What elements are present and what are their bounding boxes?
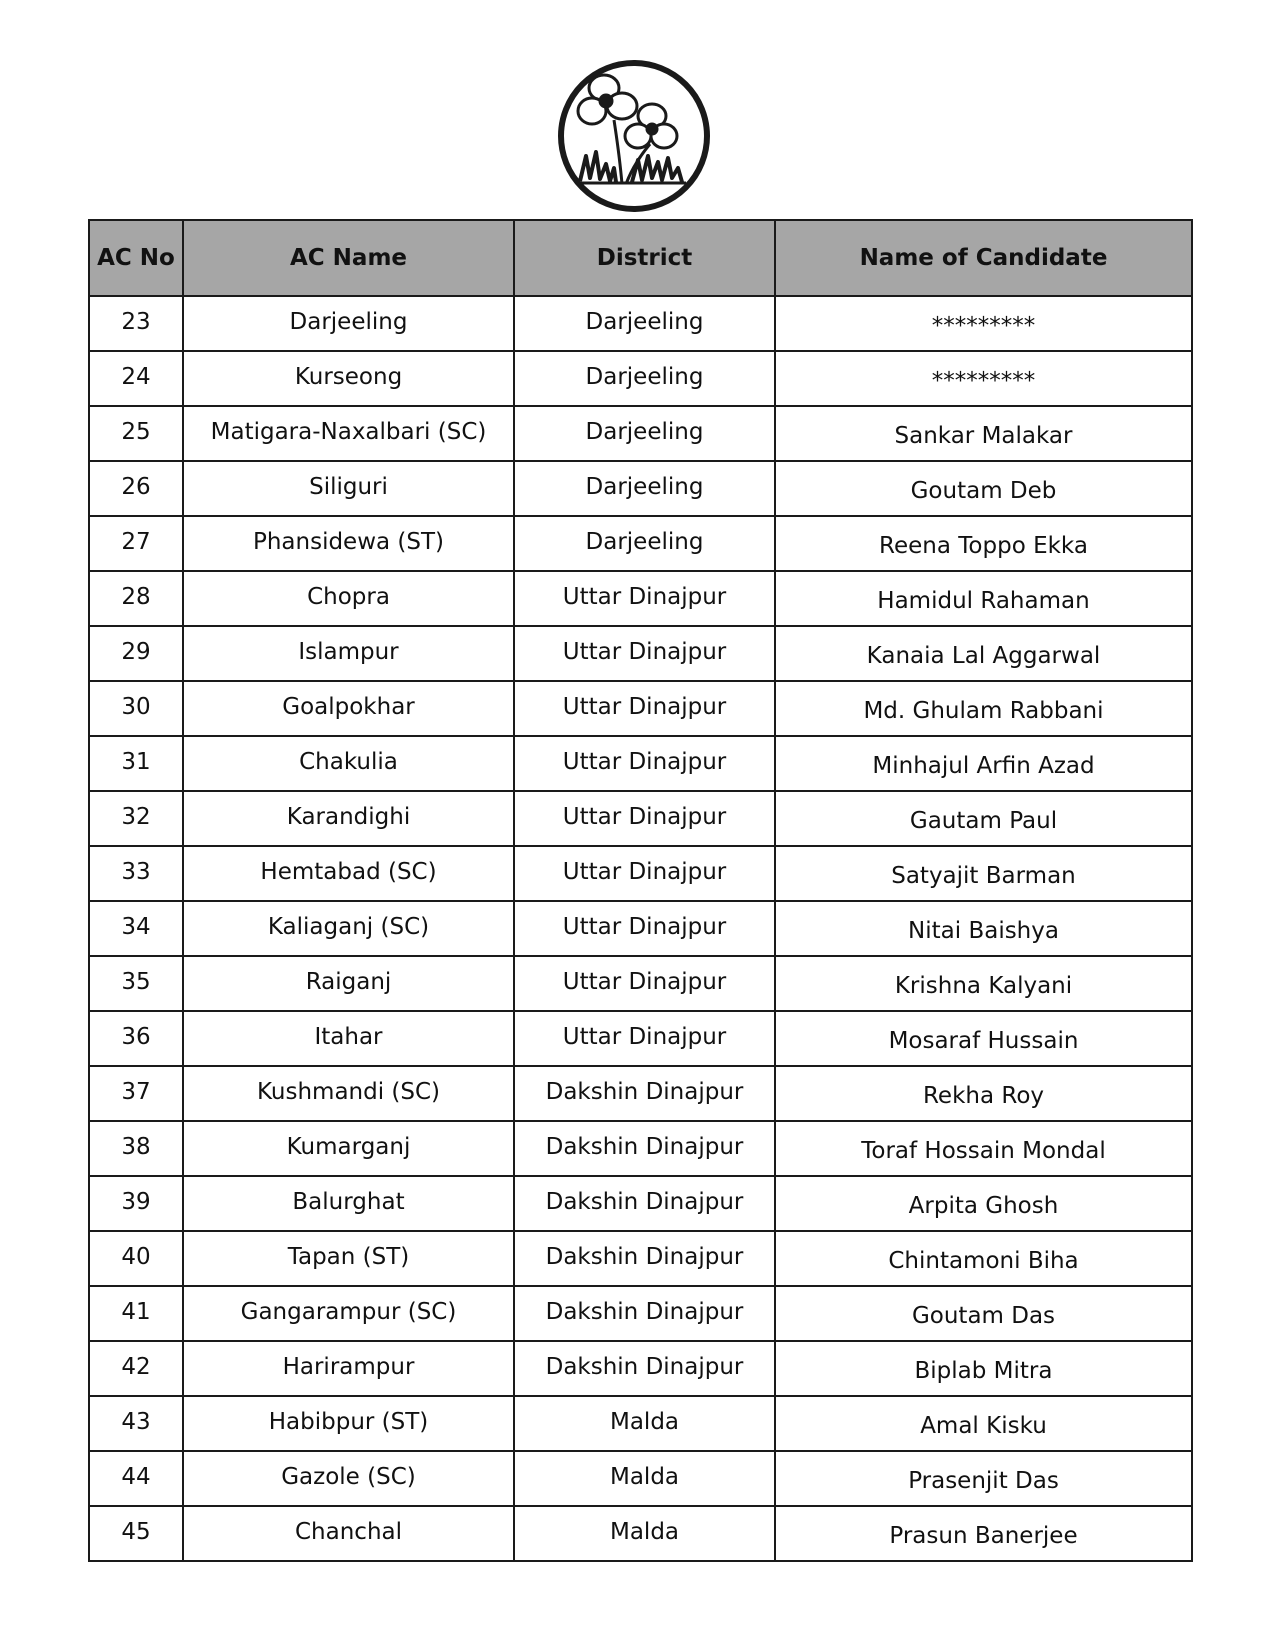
district-cell: Uttar Dinajpur (514, 681, 775, 736)
ac-name-cell: Chopra (183, 571, 514, 626)
candidate-cell: Chintamoni Biha (775, 1231, 1192, 1286)
district-cell: Uttar Dinajpur (514, 626, 775, 681)
ac-name-cell: Chanchal (183, 1506, 514, 1561)
ac-name-cell: Chakulia (183, 736, 514, 791)
ac-no-cell: 35 (89, 956, 183, 1011)
candidate-cell: Kanaia Lal Aggarwal (775, 626, 1192, 681)
ac-name-cell: Karandighi (183, 791, 514, 846)
ac-no-cell: 43 (89, 1396, 183, 1451)
ac-name-cell: Darjeeling (183, 296, 514, 351)
ac-no-cell: 29 (89, 626, 183, 681)
ac-name-cell: Kushmandi (SC) (183, 1066, 514, 1121)
ac-no-cell: 37 (89, 1066, 183, 1121)
district-cell: Uttar Dinajpur (514, 846, 775, 901)
district-cell: Malda (514, 1451, 775, 1506)
candidate-cell: Arpita Ghosh (775, 1176, 1192, 1231)
district-cell: Darjeeling (514, 406, 775, 461)
ac-name-cell: Kumarganj (183, 1121, 514, 1176)
table-row (89, 846, 1192, 901)
candidate-list-table (88, 219, 1193, 1562)
district-cell: Uttar Dinajpur (514, 901, 775, 956)
table-row (89, 901, 1192, 956)
candidate-cell: Rekha Roy (775, 1066, 1192, 1121)
district-cell: Uttar Dinajpur (514, 1011, 775, 1066)
candidate-cell: Krishna Kalyani (775, 956, 1192, 1011)
ac-no-cell: 31 (89, 736, 183, 791)
district-cell: Darjeeling (514, 351, 775, 406)
ac-no-cell: 30 (89, 681, 183, 736)
table-row (89, 1341, 1192, 1396)
ac-no-cell: 28 (89, 571, 183, 626)
ac-name-cell: Hemtabad (SC) (183, 846, 514, 901)
district-cell: Uttar Dinajpur (514, 571, 775, 626)
ac-name-cell: Gazole (SC) (183, 1451, 514, 1506)
ac-no-cell: 33 (89, 846, 183, 901)
header-ac-no: AC No (89, 220, 183, 296)
district-cell: Malda (514, 1396, 775, 1451)
candidate-cell: ********* (775, 296, 1192, 351)
ac-name-cell: Siliguri (183, 461, 514, 516)
ac-no-cell: 40 (89, 1231, 183, 1286)
ac-no-cell: 23 (89, 296, 183, 351)
candidate-cell: Toraf Hossain Mondal (775, 1121, 1192, 1176)
table-row (89, 571, 1192, 626)
ac-no-cell: 34 (89, 901, 183, 956)
candidate-cell: Mosaraf Hussain (775, 1011, 1192, 1066)
ac-name-cell: Islampur (183, 626, 514, 681)
ac-no-cell: 26 (89, 461, 183, 516)
district-cell: Darjeeling (514, 296, 775, 351)
ac-name-cell: Tapan (ST) (183, 1231, 514, 1286)
district-cell: Uttar Dinajpur (514, 791, 775, 846)
district-cell: Darjeeling (514, 516, 775, 571)
header-district: District (514, 220, 775, 296)
ac-no-cell: 24 (89, 351, 183, 406)
ac-name-cell: Balurghat (183, 1176, 514, 1231)
table-row (89, 1066, 1192, 1121)
ac-name-cell: Matigara-Naxalbari (SC) (183, 406, 514, 461)
table-row (89, 681, 1192, 736)
ac-no-cell: 38 (89, 1121, 183, 1176)
ac-no-cell: 36 (89, 1011, 183, 1066)
district-cell: Dakshin Dinajpur (514, 1121, 775, 1176)
table-row (89, 626, 1192, 681)
table-row (89, 1506, 1192, 1561)
ac-no-cell: 27 (89, 516, 183, 571)
ac-no-cell: 41 (89, 1286, 183, 1341)
table-row (89, 406, 1192, 461)
table-row (89, 1451, 1192, 1506)
table-row (89, 736, 1192, 791)
table-header-row (89, 220, 1192, 296)
table-row (89, 1121, 1192, 1176)
ac-name-cell: Harirampur (183, 1341, 514, 1396)
table-row (89, 1396, 1192, 1451)
candidate-cell: Goutam Das (775, 1286, 1192, 1341)
ac-name-cell: Goalpokhar (183, 681, 514, 736)
ac-name-cell: Gangarampur (SC) (183, 1286, 514, 1341)
candidate-cell: Gautam Paul (775, 791, 1192, 846)
table-row (89, 351, 1192, 406)
table-row (89, 956, 1192, 1011)
candidate-cell: Md. Ghulam Rabbani (775, 681, 1192, 736)
ac-no-cell: 39 (89, 1176, 183, 1231)
district-cell: Malda (514, 1506, 775, 1561)
table-row (89, 1011, 1192, 1066)
ac-no-cell: 25 (89, 406, 183, 461)
district-cell: Uttar Dinajpur (514, 956, 775, 1011)
ac-name-cell: Habibpur (ST) (183, 1396, 514, 1451)
candidate-cell: Nitai Baishya (775, 901, 1192, 956)
table-row (89, 1286, 1192, 1341)
district-cell: Dakshin Dinajpur (514, 1286, 775, 1341)
ac-name-cell: Raiganj (183, 956, 514, 1011)
table-row (89, 791, 1192, 846)
ac-name-cell: Kaliaganj (SC) (183, 901, 514, 956)
candidate-cell: Sankar Malakar (775, 406, 1192, 461)
candidate-cell: Biplab Mitra (775, 1341, 1192, 1396)
candidate-cell: ********* (775, 351, 1192, 406)
district-cell: Uttar Dinajpur (514, 736, 775, 791)
table-row (89, 296, 1192, 351)
ac-name-cell: Phansidewa (ST) (183, 516, 514, 571)
ac-no-cell: 45 (89, 1506, 183, 1561)
district-cell: Dakshin Dinajpur (514, 1176, 775, 1231)
district-cell: Dakshin Dinajpur (514, 1066, 775, 1121)
ac-name-cell: Itahar (183, 1011, 514, 1066)
table-row (89, 461, 1192, 516)
party-logo-icon (552, 56, 716, 213)
ac-no-cell: 42 (89, 1341, 183, 1396)
candidate-cell: Prasenjit Das (775, 1451, 1192, 1506)
header-candidate: Name of Candidate (775, 220, 1192, 296)
ac-no-cell: 32 (89, 791, 183, 846)
table-row (89, 1176, 1192, 1231)
table-row (89, 516, 1192, 571)
table-row (89, 1231, 1192, 1286)
candidate-cell: Prasun Banerjee (775, 1506, 1192, 1561)
candidate-cell: Minhajul Arfin Azad (775, 736, 1192, 791)
district-cell: Darjeeling (514, 461, 775, 516)
candidate-cell: Amal Kisku (775, 1396, 1192, 1451)
district-cell: Dakshin Dinajpur (514, 1231, 775, 1286)
candidate-cell: Hamidul Rahaman (775, 571, 1192, 626)
district-cell: Dakshin Dinajpur (514, 1341, 775, 1396)
header-ac-name: AC Name (183, 220, 514, 296)
candidate-cell: Reena Toppo Ekka (775, 516, 1192, 571)
candidate-cell: Satyajit Barman (775, 846, 1192, 901)
candidate-cell: Goutam Deb (775, 461, 1192, 516)
ac-name-cell: Kurseong (183, 351, 514, 406)
ac-no-cell: 44 (89, 1451, 183, 1506)
